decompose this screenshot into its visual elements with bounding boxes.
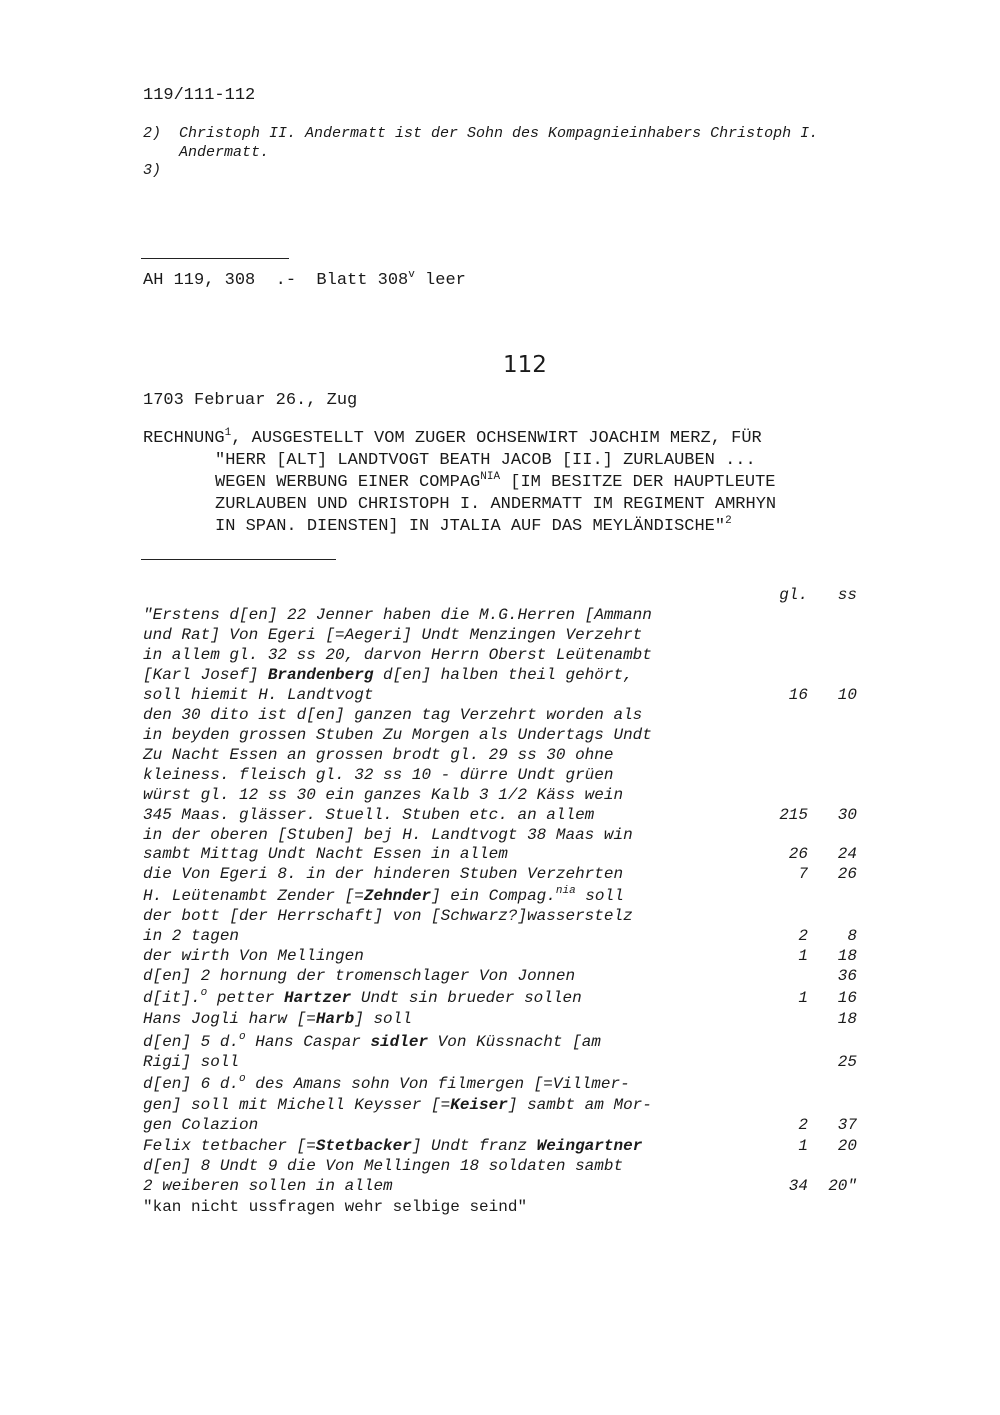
heading-line: [215, 473, 776, 492]
heading-line: "HERR [ALT] LANDTVOGT BEATH JACOB [II.] ZURLAUBEN ...: [215, 451, 756, 470]
entry-text: Felix tetbacher [=: [143, 1137, 316, 1155]
entry-text: petter: [207, 989, 285, 1007]
amount-ss: 30: [837, 806, 857, 824]
heading-text: IN SPAN. DIENSTEN] IN JTALIA AUF DAS MEYLÄNDISCHE": [215, 517, 726, 536]
heading-sup: 1: [224, 427, 232, 439]
heading-text: RECHNUNG: [143, 429, 225, 448]
source-prefix: AH 119, 308 .- Blatt 308: [143, 271, 409, 290]
entry-line: gen Colazion: [143, 1116, 259, 1134]
entry-line: 2 weiberen sollen in allem: [143, 1177, 393, 1195]
entry-line: der bott [der Herrschaft] von [Schwarz?]wasserstelz: [143, 907, 633, 925]
entry-name: Brandenberg: [267, 666, 374, 684]
entry-line: soll hiemit H. Landtvogt: [143, 686, 374, 704]
entry-line: 345 Maas. glässer. Stuell. Stuben etc. an allem: [143, 806, 595, 824]
heading-text: [IM BESITZE DER HAUPTLEUTE: [500, 473, 776, 492]
entry-text: Von Küssnacht [am: [428, 1033, 601, 1051]
entry-line: "kan nicht ussfragen wehr selbige seind": [143, 1198, 528, 1216]
entry-line: [143, 887, 624, 905]
entry-line: d[en] 8 Undt 9 die Von Mellingen 18 soldaten sambt: [143, 1157, 624, 1175]
entry-line: kleiness. fleisch gl. 32 ss 10 - dürre Undt grüen: [143, 766, 614, 784]
entry-text: d[en] 5 d.: [143, 1033, 240, 1051]
entry-text: soll: [575, 887, 624, 905]
entry-name: Keiser: [450, 1096, 508, 1114]
heading-line: [215, 517, 732, 536]
amount-ss: 20: [837, 1137, 857, 1155]
entry-line: die Von Egeri 8. in der hinderen Stuben Verzehrten: [143, 865, 624, 883]
entry-text: ] soll: [354, 1010, 412, 1028]
amount-ss: 36: [837, 967, 857, 985]
heading-line: ZURLAUBEN UND CHRISTOPH I. ANDERMATT IM REGIMENT AMRHYN: [215, 495, 777, 514]
heading-sup: 2: [725, 515, 732, 527]
entry-text: gen] soll mit Michell Keysser [=: [143, 1096, 451, 1114]
footnote-text: Andermatt.: [179, 144, 270, 161]
footnote-number: 3): [143, 162, 162, 179]
amount-gl: 34: [788, 1177, 808, 1195]
amount-ss: 37: [837, 1116, 857, 1134]
entry-name: Hartzer: [284, 989, 352, 1007]
entry-text: ] ein Compag.: [431, 887, 556, 905]
footnote-number: 2): [143, 125, 162, 142]
entry-line: d[en] 2 hornung der tromenschlager Von Jonnen: [143, 967, 576, 985]
entry-text: [Karl Josef]: [143, 666, 268, 684]
heading-line: [143, 429, 762, 448]
amount-ss: 20": [828, 1177, 857, 1195]
amount-ss: 18: [837, 947, 857, 965]
entry-sup: o: [239, 1031, 246, 1043]
separator-rule: [141, 559, 336, 560]
entry-line: in allem gl. 32 ss 20, darvon Herrn Oberst Leütenambt: [143, 646, 652, 664]
entry-line: [143, 1010, 412, 1028]
entry-text: Hans Jogli harw [=: [143, 1010, 316, 1028]
entry-sup: o: [200, 987, 208, 999]
source-sup: v: [408, 269, 415, 281]
entry-text: des Amans sohn Von filmergen [=Villmer-: [245, 1075, 630, 1093]
entry-name: Harb: [315, 1010, 355, 1028]
entry-line: in der oberen [Stuben] bej H. Landtvogt 38 Maas win: [143, 826, 633, 844]
amount-ss: 26: [837, 865, 857, 883]
entry-line: [143, 1075, 630, 1093]
entry-line: in 2 tagen: [143, 927, 240, 945]
entry-line: der wirth Von Mellingen: [143, 947, 364, 965]
entry-line: [143, 1137, 642, 1155]
entry-text: ] sambt am Mor-: [507, 1096, 652, 1114]
entry-line: in beyden grossen Stuben Zu Morgen als Undertags Undt: [143, 726, 652, 744]
amount-gl: 1: [798, 947, 808, 965]
entry-sup: o: [239, 1073, 246, 1085]
entry-name: Zehnder: [363, 887, 432, 905]
entry-text: H. Leütenambt Zender [=: [143, 887, 364, 905]
separator-rule: [141, 258, 289, 259]
amount-ss: 16: [837, 989, 857, 1007]
entry-name: sidler: [370, 1033, 429, 1051]
column-header-gl: gl.: [779, 586, 808, 604]
amount-gl: 7: [798, 865, 808, 883]
entry-text: Undt sin brueder sollen: [351, 989, 582, 1007]
entry-text: d[en] halben theil gehört,: [373, 666, 633, 684]
entry-line: würst gl. 12 ss 30 ein ganzes Kalb 3 1/2 Käss wein: [143, 786, 624, 804]
entry-name: Stetbacker: [315, 1137, 412, 1155]
heading-sup: NIA: [480, 471, 501, 483]
entry-text: d[it].: [143, 989, 201, 1007]
document-number: 112: [503, 352, 547, 378]
heading-text: WEGEN WERBUNG EINER COMPAG: [215, 473, 481, 492]
amount-gl: 215: [779, 806, 808, 824]
entry-text: d[en] 6 d.: [143, 1075, 240, 1093]
source-line: [143, 271, 466, 290]
entry-line: [143, 1033, 601, 1051]
amount-ss: 25: [837, 1053, 857, 1071]
entry-line: [143, 989, 582, 1007]
amount-ss: 10: [837, 686, 857, 704]
document-date: 1703 Februar 26., Zug: [143, 391, 358, 410]
amount-gl: 26: [788, 845, 808, 863]
entry-line: und Rat] Von Egeri [=Aegeri] Undt Menzingen Verzehrt: [143, 626, 643, 644]
footnote-text: Christoph II. Andermatt ist der Sohn des Kompagnieinhabers Christoph I.: [179, 125, 819, 142]
amount-gl: 2: [798, 927, 808, 945]
amount-gl: 1: [798, 989, 808, 1007]
entry-name: Weingartner: [536, 1137, 643, 1155]
heading-text: , AUSGESTELLT VOM ZUGER OCHSENWIRT JOACHIM MERZ, FÜR: [231, 429, 762, 448]
entry-line: Zu Nacht Essen an grossen brodt gl. 29 ss 30 ohne: [143, 746, 614, 764]
entry-line: [143, 1096, 652, 1114]
source-suffix: leer: [414, 271, 466, 290]
amount-ss: 18: [837, 1010, 857, 1028]
entry-line: den 30 dito ist d[en] ganzen tag Verzehrt worden als: [143, 706, 643, 724]
entry-line: "Erstens d[en] 22 Jenner haben die M.G.Herren [Ammann: [143, 606, 652, 624]
amount-gl: 2: [798, 1116, 808, 1134]
entry-line: sambt Mittag Undt Nacht Essen in allem: [143, 845, 508, 863]
amount-ss: 24: [837, 845, 857, 863]
entry-line: [143, 666, 633, 684]
entry-line: Rigi] soll: [143, 1053, 240, 1071]
amount-ss: 8: [847, 927, 857, 945]
column-header-ss: ss: [837, 586, 857, 604]
entry-sup: nia: [555, 885, 576, 897]
amount-gl: 16: [788, 686, 808, 704]
page-reference: 119/111-112: [143, 86, 256, 105]
entry-text: ] Undt franz: [411, 1137, 537, 1155]
amount-gl: 1: [798, 1137, 808, 1155]
entry-text: Hans Caspar: [245, 1033, 371, 1051]
